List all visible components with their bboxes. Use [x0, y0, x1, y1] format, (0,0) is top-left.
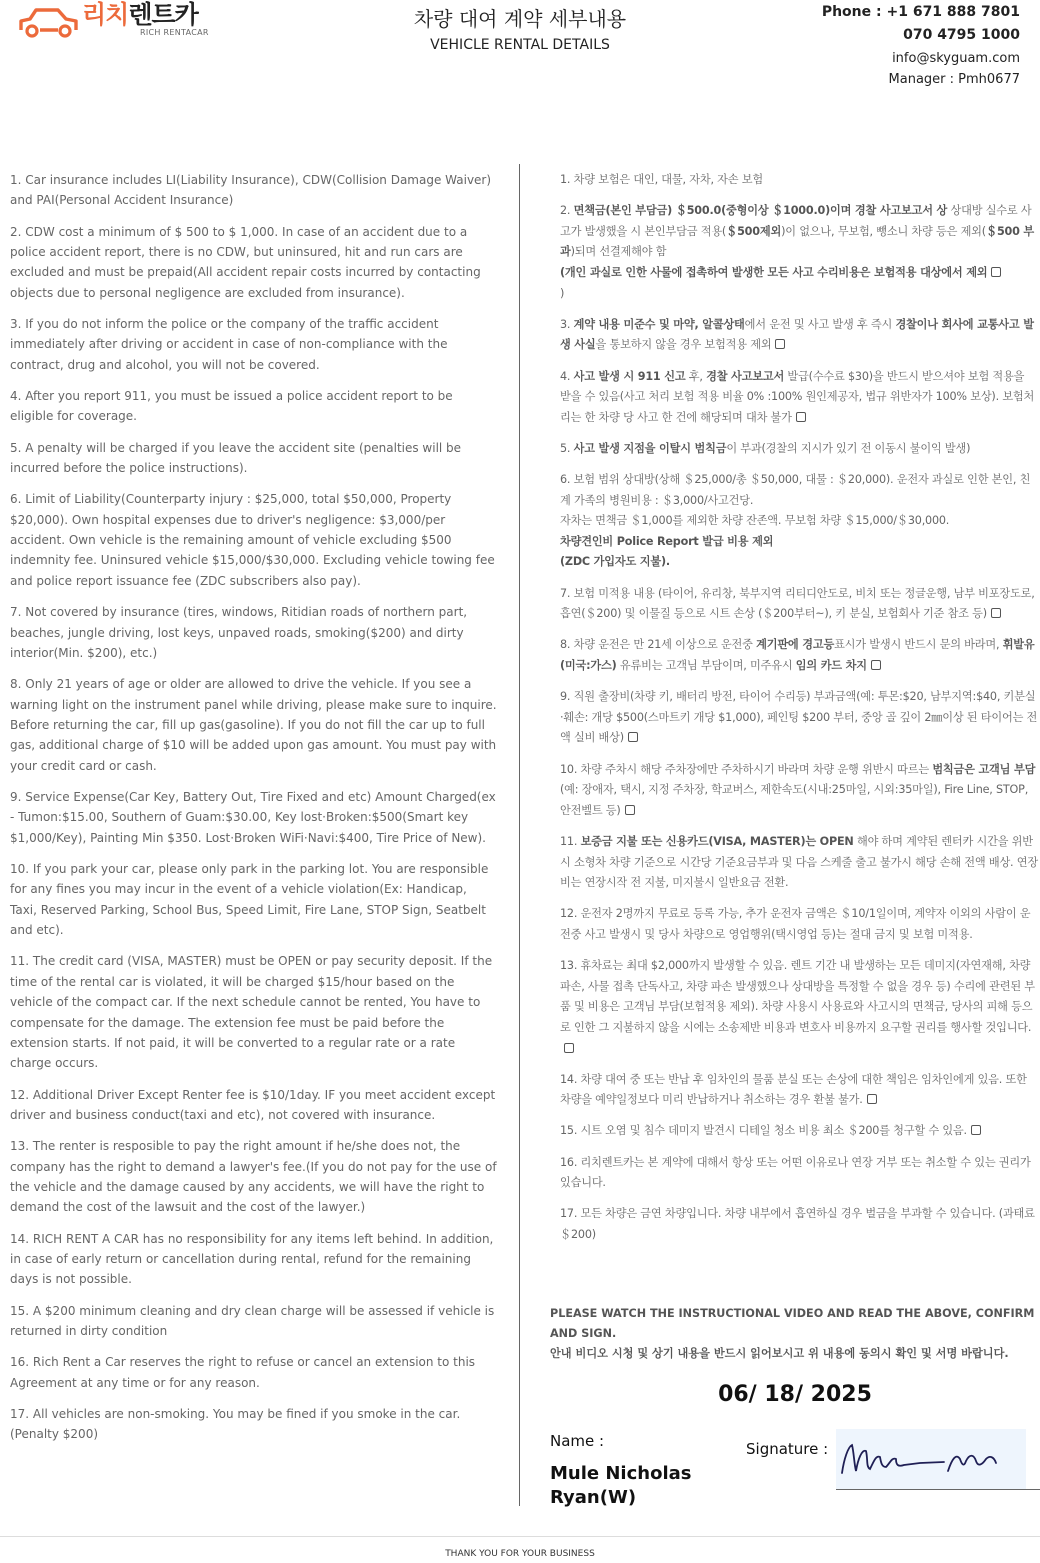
contact-manager: Manager : Pmh0677	[888, 72, 1020, 87]
term-en-16: 16. Rich Rent a Car reserves the right to refuse or cancel an extension to this Agreement at any time or for any reason.	[10, 1355, 476, 1390]
agree-checkbox-3[interactable]	[775, 339, 785, 349]
column-divider	[519, 164, 520, 1506]
term-ko-5: 5. 사고 발생 지점을 이탈시 범칙금이 부과(경찰의 지시가 있기 전 이동시 불이익 발생)	[560, 441, 971, 455]
agree-checkbox-4[interactable]	[796, 412, 806, 422]
agree-checkbox-8[interactable]	[871, 660, 881, 670]
signature-label: Signature :	[746, 1440, 829, 1458]
term-en-3: 3. If you do not inform the police or the company of the traffic accident immediately after driving or accident in case of non-compliance with the contract, drug and alcohol, you will not be covered.	[10, 317, 448, 372]
term-en-2: 2. CDW cost a minimum of $ 500 to $ 1,000. In case of an accident due to a police accident report, there is no CDW, but uninsured, hit and run cars are excluded and must be prepaid(All accident repair costs incurred by contacting objects due to personal negligence are excluded from insurance).	[10, 224, 481, 300]
logo-ko-part2: 렌트카	[128, 0, 198, 29]
terms-korean	[560, 170, 1038, 1256]
terms-english	[10, 170, 497, 1455]
sign-notice	[550, 1304, 1038, 1364]
name-label: Name :	[550, 1432, 605, 1450]
header	[0, 0, 1040, 100]
contract-date: 06/ 18/ 2025	[718, 1382, 872, 1407]
term-en-14: 14. RICH RENT A CAR has no responsibility for any items left behind. In addition, in case of early return or cancellation during rental, refund for the remaining days is not possible.	[10, 1231, 494, 1287]
term-ko-15: 15. 시트 오염 및 침수 데미지 발견시 디테일 청소 비용 최소 ＄200를 청구할 수 있음.	[560, 1121, 1038, 1142]
term-ko-2: 2. 면책금(본인 부담금) ＄500.0(중형이상 ＄1000.0)이며 경찰 사고보고서 상 상대방 실수로 사고가 발생했을 시 본인부담금 적용(＄500제외)이 없으나, 무보험, 뺑소니 차량 등은 제외(＄500 부과)되며 선결제해야 함 (개인 과실로 인한 사물에 접촉하여 발생한 모든 사고 수리비용은 보험적용 대상에서 제외 )	[560, 204, 1035, 300]
term-ko-3: 3. 계약 내용 미준수 및 마약, 알콜상태에서 운전 및 사고 발생 후 즉시 경찰이나 회사에 교통사고 발생 사실을 통보하지 않을 경우 보험적용 제외	[560, 317, 1034, 352]
term-ko-11: 11. 보증금 지불 또는 신용카드(VISA, MASTER)는 OPEN 해야 하며 계약된 렌터카 시간을 위반시 소형차 차량 기준으로 시간당 기준요금부과 및 다음 스케줄 출고 불가시 해당 손해 전액 배상. 연장비는 연장시작 전 지불, 미지불시 일반요금 전환.	[560, 834, 1038, 890]
agree-checkbox-14[interactable]	[867, 1094, 877, 1104]
agree-checkbox-7[interactable]	[991, 608, 1001, 618]
footer-text: THANK YOU FOR YOUR BUSINESS	[445, 1549, 595, 1559]
term-en-8: 8. Only 21 years of age or older are allowed to drive the vehicle. If you see a warning light on the instrument panel while driving, please make sure to inquire. Before returning the car, fill up gas(gasoline). If you do not fill the car up to full gas, additional charge of $10 will be added upon gas amount. You must pay with your credit card or cash.	[10, 677, 497, 773]
footer-divider	[0, 1536, 1040, 1537]
contact-phone: Phone : +1 671 888 7801	[821, 4, 1020, 20]
term-en-10: 10. If you park your car, please only park in the parking lot. You are responsible for any fines you may incur in the event of a vehicle violation(Ex: Handicap, Taxi, Reserved Parking, School Bus, Speed Limit, Fire Lane, STOP Sign, Seatbelt and etc).	[10, 861, 489, 938]
page-title-en: VEHICLE RENTAL DETAILS	[430, 37, 610, 53]
agree-checkbox-13[interactable]	[564, 1043, 574, 1053]
term-ko-16: 16. 리치렌트카는 본 계약에 대해서 항상 또는 어떤 이유로나 연장 거부 또는 취소할 수 있는 권리가 있습니다.	[560, 1155, 1031, 1190]
contact-phone-kr: 070 4795 1000	[903, 27, 1020, 43]
term-en-17: 17. All vehicles are non-smoking. You may be fined if you smoke in the car. (Penalty $200)	[10, 1406, 461, 1442]
term-en-12: 12. Additional Driver Except Renter fee is $10/1day. IF you meet accident except driver and business conduct(taxi and etc), not covered with insurance.	[10, 1087, 496, 1123]
logo-wordmark-en: RICH RENTACAR	[140, 28, 209, 37]
logo-ko-part1: 리치	[82, 0, 129, 29]
term-ko-6: 6. 보험 범위 상대방(상해 ＄25,000/총 ＄50,000, 대물 : ＄20,000). 운전자 과실로 인한 본인, 친계 가족의 병원비용 : ＄3,000/사고건당. 자차는 면책금 ＄1,000를 제외한 차량 잔존액. 무보험 차량 ＄15,000/＄30,000. 차량견인비 Police Report 발급 비용 제외 (ZDC 가입자도 지불).	[560, 473, 1031, 569]
term-ko-1: 1. 차량 보험은 대인, 대물, 자차, 자손 보험	[560, 173, 763, 186]
agree-checkbox-15[interactable]	[971, 1125, 981, 1135]
sign-notice-en: PLEASE WATCH THE INSTRUCTIONAL VIDEO AND READ THE ABOVE, CONFIRM AND SIGN.	[550, 1307, 1035, 1340]
signature-underline	[836, 1489, 1040, 1490]
term-en-7: 7. Not covered by insurance (tires, windows, Ritidian roads of northern part, beaches, jungle driving, lost keys, unpaved roads, smoking($200) and dirty interior(Min. $200), etc.)	[10, 605, 468, 660]
renter-name: Mule Nicholas Ryan(W)	[550, 1463, 692, 1508]
sign-notice-ko: 안내 비디오 시청 및 상기 내용을 반드시 읽어보시고 위 내용에 동의시 확인 및 서명 바랍니다.	[550, 1347, 1009, 1360]
term-en-5: 5. A penalty will be charged if you leave the accident site (penalties will be incurred before the police instructions).	[10, 440, 462, 476]
term-ko-7: 7. 보험 미적용 내용 (타이어, 유리창, 북부지역 리티디안도로, 비치 또는 정글운행, 남부 비포장도로, 흡연(＄200) 및 이물질 등으로 시트 손상 (＄200부터~), 키 분실, 보험회사 기준 참조 등)	[560, 586, 1035, 621]
signature-drawing	[836, 1429, 1026, 1489]
term-en-13: 13. The renter is resposible to pay the right amount if he/she does not, the company has the right to demand a lawyer's fee.(If you do not pay for the use of the vehicle and the damage caused by any accidents, we will have the right to demand the cost of the lawsuit and the cost of the lawyer.)	[10, 1139, 497, 1215]
term-en-4: 4. After you report 911, you must be issued a police accident report to be eligible for coverage.	[10, 389, 453, 424]
term-en-11: 11. The credit card (VISA, MASTER) must be OPEN or pay security deposit. If the time of the rental car is violated, it will be charged $15/hour based on the vehicle of the compact car. If the next schedule cannot be rented, You have to compensate for the damage. The extension fee must be paid before the extension starts. If not paid, it will be converted to a regular rate or a rate charge occurs.	[10, 954, 493, 1071]
term-ko-10: 10. 차량 주차시 해당 주차장에만 주차하시기 바라며 차량 운행 위반시 따르는 범칙금은 고객님 부담 (예: 장애자, 택시, 지정 주차장, 학교버스, 제한속도(시내:25마일, 시외:35마일), Fire Line, STOP, 안전벨트 등)	[560, 762, 1036, 817]
signature-field[interactable]	[836, 1429, 1026, 1489]
agree-checkbox-9[interactable]	[628, 732, 638, 742]
term-ko-13: 13. 휴차료는 최대 $2,000까지 발생할 수 있음. 렌트 기간 내 발생하는 모든 데미지(자연재해, 차량 파손, 사물 접촉 단독사고, 차량 파손 발생했으나 상대방을 특정할 수 없을 경우 등) 수리에 관련된 부품 및 비용은 고객님 부담(보험적용 제외). 차량 사용시 사용료와 사고시의 면책금, 당사의 피해 등으로 인한 그 지불하지 않을 시에는 소송제반 비용과 변호사 비용까지 요구할 권리를 행사할 것입니다.	[560, 956, 1038, 1059]
contact-info	[822, 3, 1020, 90]
term-ko-4: 4. 사고 발생 시 911 신고 후, 경찰 사고보고서 발급(수수료 $30)을 반드시 받으셔야 보험 적용을 받을 수 있음(사고 처리 보험 적용 비율 0% :100% 원인제공자, 법규 위반자가 100% 보상). 보험처리는 한 차량 당 사고 한 건에 해당되며 대차 불가	[560, 369, 1035, 424]
page-title-ko: 차량 대여 계약 세부내용	[413, 7, 627, 31]
agree-checkbox-10[interactable]	[625, 805, 635, 815]
term-ko-14: 14. 차량 대여 중 또는 반납 후 임차인의 물품 분실 또는 손상에 대한 책임은 임차인에게 있음. 또한 차량을 예약일정보다 미리 반납하거나 취소하는 경우 환불 불가.	[560, 1072, 1027, 1107]
term-ko-8: 8. 차량 운전은 만 21세 이상으로 운전중 계기판에 경고등표시가 발생시 반드시 문의 바라며, 휘발유(미국:가스) 유류비는 고객님 부담이며, 미주유시 임의 카드 차지	[560, 638, 1035, 673]
term-en-6: 6. Limit of Liability(Counterparty injury : $25,000, total $50,000, Property $20,000). Own hospital expenses due to driver's negligence: $3,000/per accident. Own vehicle is the remaining amount of vehicle excluding $500 indemnity fee. Uninsured vehicle $15,000/$30,000. Excluding vehicle towing fee and police report issuance fee (ZDC subscribers also pay).	[10, 492, 495, 588]
term-en-1: 1. Car insurance includes LI(Liability Insurance), CDW(Collision Damage Waiver) and PAI(Personal Accident Insurance)	[10, 173, 492, 208]
term-en-9: 9. Service Expense(Car Key, Battery Out, Tire Fixed and etc) Amount Charged(ex - Tumon:$15.00, Southern of Guam:$30.00, Key lost·Broken:$500(Smart key $1,000/Key), Painting Min $350. Lost·Broken WiFi·Navi:$400, Tire Price of New).	[10, 789, 496, 845]
term-ko-9: 9. 직원 출장비(차량 키, 배터리 방전, 타이어 수리등) 부과금액(예: 투몬:$20, 남부지역:$40, 키분실·훼손: 개당 $500(스마트키 개당 $1,000), 페인팅 $200 부터, 중앙 골 깊이 2㎜이상 된 타이어는 전액 실비 배상)	[560, 690, 1038, 745]
term-ko-12: 12. 운전자 2명까지 무료로 등록 가능, 추가 운전자 금액은 ＄10/1일이며, 계약자 이외의 사람이 운전중 사고 발생시 및 당사 차량으로 영업행위(택시영업 등)는 절대 금지 및 보험 미적용.	[560, 907, 1031, 941]
term-ko-17: 17. 모든 차량은 금연 차량입니다. 차량 내부에서 흡연하실 경우 벌금을 부과할 수 있습니다. (과태료 ＄200)	[560, 1207, 1035, 1242]
term-en-15: 15. A $200 minimum cleaning and dry clean charge will be assessed if vehicle is returned in dirty condition	[10, 1303, 495, 1339]
agree-checkbox-2[interactable]	[991, 267, 1001, 277]
contact-email: info@skyguam.com	[892, 51, 1020, 66]
